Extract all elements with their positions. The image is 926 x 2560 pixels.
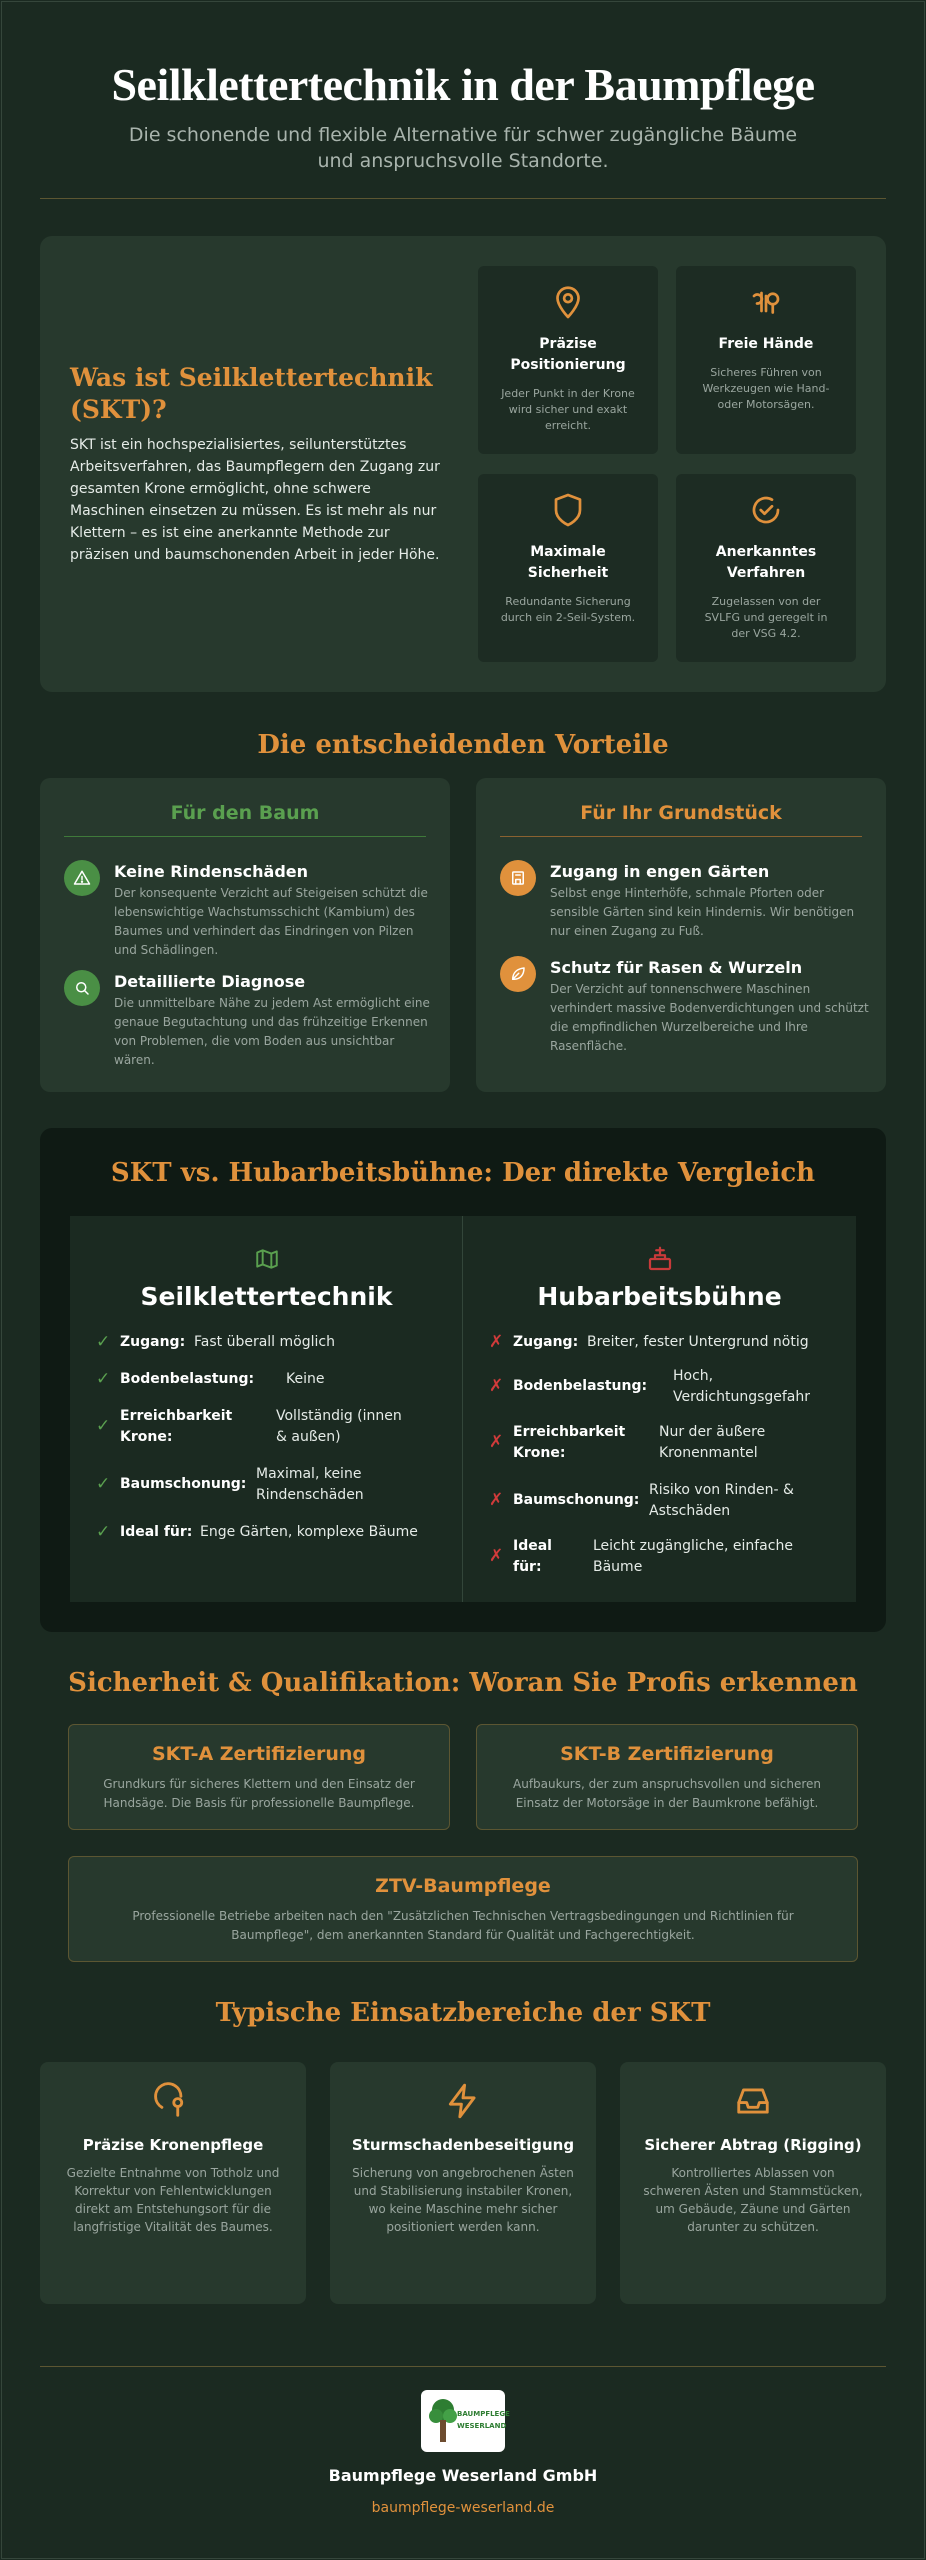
crown-care-icon — [154, 2082, 192, 2120]
comparison-row: ✗ Erreichbarkeit Krone: Nur der äußere Kronenmantel — [489, 1424, 766, 1461]
intro-section — [40, 236, 886, 692]
feature-card-safety — [478, 474, 658, 662]
check-icon: ✓ — [96, 1369, 111, 1389]
cert-text: Aufbaukurs, der zum anspruchsvollen und sicheren Einsatz der Motorsäge in der Baumkrone befähigt. — [513, 1777, 821, 1810]
benefit-title: Schutz für Rasen & Wurzeln — [550, 958, 803, 977]
benefit-title: Detaillierte Diagnose — [114, 972, 306, 991]
location-pin-icon — [550, 284, 586, 320]
benefits-tree-heading: Für den Baum — [64, 802, 426, 837]
feature-text: Jeder Punkt in der Krone wird sicher und exakt erreicht. — [501, 387, 635, 432]
feature-title: Freie Hände — [718, 336, 814, 352]
benefits-title: Die entscheidenden Vorteile — [257, 730, 669, 760]
comparison-row: ✗ Baumschonung: Risiko von Rinden- & Astschäden — [489, 1482, 794, 1519]
check-icon: ✓ — [96, 1522, 111, 1542]
warning-icon — [73, 869, 91, 887]
cross-icon: ✗ — [489, 1332, 504, 1352]
cross-icon: ✗ — [489, 1376, 504, 1396]
check-icon: ✓ — [96, 1332, 111, 1352]
benefit-title: Zugang in engen Gärten — [550, 862, 770, 881]
map-icon — [254, 1246, 280, 1272]
comparison-title: SKT vs. Hubarbeitsbühne: Der direkte Vergleich — [110, 1158, 816, 1188]
feature-card-hands — [676, 266, 856, 454]
header-divider — [40, 198, 886, 199]
comparison-section — [40, 1128, 886, 1632]
comparison-heading-lift: Hubarbeitsbühne — [537, 1282, 782, 1311]
cert-card-skt-b — [476, 1724, 858, 1830]
area-title: Sicherer Abtrag (Rigging) — [644, 2136, 862, 2154]
comparison-row: ✗ Zugang: Breiter, fester Untergrund nötig — [489, 1332, 809, 1352]
cert-title: SKT-A Zertifizierung — [152, 1743, 366, 1765]
lightning-icon — [444, 2082, 482, 2120]
comparison-row: ✗ Ideal für: Leicht zugängliche, einfache Bäume — [489, 1538, 793, 1575]
comparison-row: ✓ Bodenbelastung: Keine — [96, 1369, 325, 1389]
areas-title: Typische Einsatzbereiche der SKT — [215, 1998, 711, 2028]
feature-title: Anerkanntes Verfahren — [715, 544, 817, 581]
gate-icon — [509, 869, 527, 887]
comparison-row: ✓ Ideal für: Enge Gärten, komplexe Bäume — [96, 1522, 418, 1542]
logo-text-line1: BAUMPFLEGE — [457, 2410, 510, 2418]
inbox-icon — [734, 2082, 772, 2120]
comparison-column-lift — [463, 1216, 856, 1602]
area-card-rigging — [620, 2062, 886, 2304]
comparison-column-skt — [70, 1216, 463, 1602]
benefit-title: Keine Rindenschäden — [114, 862, 309, 881]
shield-icon — [550, 492, 586, 528]
benefit-text: Der Verzicht auf tonnenschwere Maschinen verhindert massive Bodenverdichtungen und schützt die empfindlichen Wurzelbereiche und Ihre Rasenfläche. — [550, 982, 869, 1053]
benefits-tree-panel — [40, 778, 450, 1092]
area-card-crown — [40, 2062, 306, 2304]
page-title: Seilklettertechnik in der Baumpflege — [111, 59, 815, 110]
cert-text: Grundkurs für sicheres Klettern und den Einsatz der Handsäge. Die Basis für professionelle Baumpflege. — [103, 1777, 415, 1810]
area-text: Kontrolliertes Ablassen von schweren Ästen und Stammstücken, um Gebäude, Zäune und Gärten darunter zu schützen. — [643, 2166, 863, 2234]
area-text: Gezielte Entnahme von Totholz und Korrektur von Fehlentwicklungen direkt am Entstehungsort für die langfristige Vitalität des Baumes. — [66, 2166, 280, 2234]
page-subtitle: Die schonende und flexible Alternative für schwer zugängliche Bäume und anspruchsvolle Standorte. — [128, 124, 798, 172]
leaf-icon — [509, 965, 527, 983]
benefit-text: Die unmittelbare Nähe zu jedem Ast ermöglicht eine genaue Begutachtung und das frühzeitige Erkennen von Problemen, die vom Boden aus unsichtbar wären. — [114, 996, 430, 1067]
company-logo — [421, 2390, 510, 2452]
comparison-row: ✓ Zugang: Fast überall möglich — [96, 1332, 335, 1352]
cert-text: Professionelle Betriebe arbeiten nach den "Zusätzlichen Technischen Vertragsbedingungen und Richtlinien für Baumpflege", dem anerkannten Standard für Qualität und Fachgerechtigkeit. — [132, 1909, 794, 1942]
feature-text: Zugelassen von der SVLFG und geregelt in der VSG 4.2. — [704, 595, 828, 640]
feature-title: Präzise Positionierung — [510, 336, 626, 373]
hands-icon — [748, 284, 784, 320]
benefit-text: Der konsequente Verzicht auf Steigeisen schützt die lebenswichtige Wachstumsschicht (Kambium) des Baumes und verhindert das Eindringen von Pilzen und Schädlingen. — [114, 886, 428, 957]
feature-title: Maximale Sicherheit — [527, 544, 609, 581]
feature-text: Sicheres Führen von Werkzeugen wie Hand- oder Motorsägen. — [702, 366, 830, 411]
logo-text-line2: WESERLAND — [457, 2422, 507, 2430]
area-card-storm — [330, 2062, 596, 2304]
feature-card-certified — [676, 474, 856, 662]
intro-title: Was ist Seilklettertechnik (SKT)? — [70, 363, 433, 424]
comparison-row: ✗ Bodenbelastung: Hoch, Verdichtungsgefahr — [489, 1368, 811, 1405]
search-icon — [73, 979, 91, 997]
lift-platform-icon — [645, 1244, 675, 1274]
benefits-property-panel — [476, 778, 886, 1092]
intro-text: SKT ist ein hochspezialisiertes, seilunterstütztes Arbeitsverfahren, das Baumpflegern den Zugang zur gesamten Krone ermöglicht, ohne schwere Maschinen einsetzen zu müssen. Es ist mehr als nur Klettern – es ist eine anerkannte Methode zur präzisen und baumschonenden Arbeit in jeder Höhe. — [70, 437, 440, 563]
badge-check-icon — [748, 492, 784, 528]
comparison-row: ✓ Erreichbarkeit Krone: Vollständig (innen & außen) — [96, 1408, 402, 1445]
comparison-heading-skt: Seilklettertechnik — [140, 1282, 393, 1311]
cross-icon: ✗ — [489, 1432, 504, 1452]
area-text: Sicherung von angebrochenen Ästen und Stabilisierung instabiler Kronen, wo keine Maschine mehr sicher positioniert werden kann. — [352, 2166, 574, 2234]
comparison-table — [70, 1216, 856, 1602]
benefit-text: Selbst enge Hinterhöfe, schmale Pforten oder sensible Gärten sind kein Hindernis. Wir benötigen nur einen Zugang zu Fuß. — [550, 886, 855, 938]
certification-title: Sicherheit & Qualifikation: Woran Sie Profis erkennen — [68, 1668, 858, 1698]
cert-title: ZTV-Baumpflege — [375, 1875, 551, 1897]
area-title: Präzise Kronenpflege — [82, 2136, 264, 2154]
feature-text: Redundante Sicherung durch ein 2-Seil-System. — [500, 595, 636, 624]
cert-card-skt-a — [68, 1724, 450, 1830]
company-name: Baumpflege Weserland GmbH — [328, 2466, 598, 2485]
area-title: Sturmschadenbeseitigung — [351, 2136, 575, 2154]
cert-title: SKT-B Zertifizierung — [560, 1743, 774, 1765]
cross-icon: ✗ — [489, 1546, 504, 1566]
cross-icon: ✗ — [489, 1490, 504, 1510]
website-link[interactable]: baumpflege-weserland.de — [371, 2500, 555, 2516]
tree-logo-icon — [427, 2396, 459, 2446]
comparison-row: ✓ Baumschonung: Maximal, keine Rindenschäden — [96, 1466, 364, 1503]
feature-card-precision — [478, 266, 658, 454]
benefits-property-heading: Für Ihr Grundstück — [500, 802, 862, 837]
cert-card-ztv — [68, 1856, 858, 1962]
check-icon: ✓ — [96, 1416, 111, 1436]
footer-divider — [40, 2366, 886, 2367]
check-icon: ✓ — [96, 1474, 111, 1494]
